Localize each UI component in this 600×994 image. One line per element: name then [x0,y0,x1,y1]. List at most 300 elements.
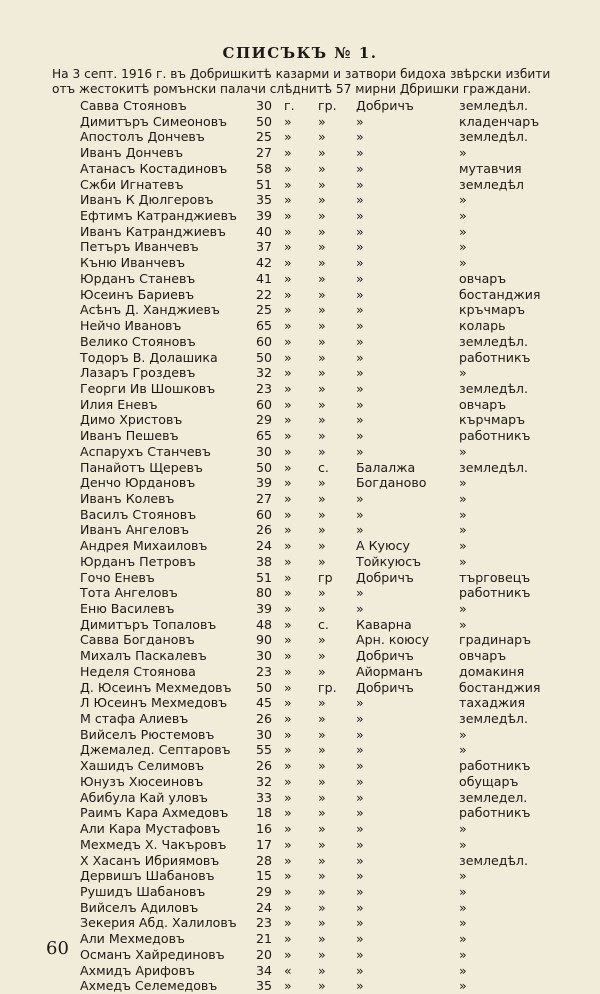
place-type: » [318,208,326,224]
victim-name: Юрданъ Петровъ [80,553,196,569]
list-row [0,601,600,617]
list-row [0,129,600,145]
victim-age: 26 [256,522,273,538]
place-type: » [318,522,326,538]
age-unit: » [284,506,292,522]
victim-name: Михалъ Паскалевъ [80,648,207,664]
list-row [0,98,600,114]
place-type: » [318,255,326,271]
victim-occupation: домакиня [459,663,525,679]
place-name: » [356,176,364,192]
victim-occupation: » [459,962,467,978]
list-row [0,680,600,696]
victim-name: Иванъ Колевъ [80,490,175,506]
victim-age: 60 [256,506,273,522]
place-type: с. [318,616,329,632]
victim-occupation: » [459,443,467,459]
age-unit: » [284,302,292,318]
victim-name: Раимъ Кара Ахмедовъ [80,805,229,821]
victim-occupation: » [459,255,467,271]
victim-occupation: работникъ [459,805,531,821]
place-name: » [356,899,364,915]
page-title: СПИСЪКЪ № 1. [222,44,378,62]
victim-occupation: » [459,223,467,239]
victim-occupation: » [459,946,467,962]
victim-name: Димитъръ Топаловъ [80,616,217,632]
victim-age: 27 [256,145,273,161]
place-type: » [318,789,326,805]
victim-occupation: кръчмаръ [459,302,526,318]
victim-age: 22 [256,286,273,302]
age-unit: » [284,459,292,475]
victim-occupation: » [459,208,467,224]
place-name: » [356,239,364,255]
victim-occupation: » [459,553,467,569]
place-name: » [356,711,364,727]
place-type: » [318,946,326,962]
list-row [0,365,600,381]
age-unit: » [284,852,292,868]
place-type: гр. [318,679,337,695]
list-row [0,145,600,161]
list-row [0,381,600,397]
place-name: » [356,695,364,711]
victim-occupation: земледел. [459,789,528,805]
list-row [0,900,600,916]
list-row [0,570,600,586]
age-unit: » [284,475,292,491]
place-type: » [318,506,326,522]
victim-age: 21 [256,931,273,947]
victim-occupation: овчаръ [459,396,507,412]
list-row [0,302,600,318]
victim-age: 50 [256,349,273,365]
list-row [0,350,600,366]
place-name: » [356,931,364,947]
victim-occupation: » [459,616,467,632]
list-row [0,947,600,963]
victim-name: Хашидъ Селимовъ [80,758,204,774]
place-name: » [356,302,364,318]
place-name: » [356,349,364,365]
place-name: » [356,443,364,459]
list-row [0,664,600,680]
victim-age: 55 [256,742,273,758]
list-row [0,397,600,413]
victim-age: 32 [256,773,273,789]
place-type: » [318,915,326,931]
victim-age: 23 [256,663,273,679]
victim-occupation: » [459,475,467,491]
victim-name: Вийселъ Адиловъ [80,899,199,915]
list-row [0,711,600,727]
age-unit: » [284,160,292,176]
victim-name: Ахмедъ Селемедовъ [80,978,218,994]
victim-name: М стафа Алиевъ [80,711,189,727]
victim-age: 37 [256,239,273,255]
victim-age: 90 [256,632,273,648]
place-type: » [318,883,326,899]
place-type: » [318,490,326,506]
list-row [0,507,600,523]
victim-occupation: » [459,978,467,994]
list-row [0,475,600,491]
victim-age: 30 [256,648,273,664]
list-row [0,287,600,303]
list-row [0,963,600,979]
victim-occupation: земледѣл. [459,129,528,145]
list-row [0,412,600,428]
place-type: » [318,663,326,679]
place-type: » [318,805,326,821]
victim-occupation: » [459,915,467,931]
victim-name: Тота Ангеловъ [80,585,178,601]
victim-occupation: » [459,192,467,208]
victim-name: Х Хасанъ Ибриямовъ [80,852,220,868]
victim-name: Али Кара Мустафовъ [80,821,221,837]
victim-name: Василъ Стояновъ [80,506,197,522]
victim-age: 28 [256,852,273,868]
victim-age: 51 [256,569,273,585]
place-name: Богданово [356,475,427,491]
place-type: » [318,868,326,884]
place-type: » [318,145,326,161]
age-unit: г. [284,98,295,113]
place-name: » [356,758,364,774]
victim-name: Денчо Юрдановъ [80,475,196,491]
victim-name: Савва Богдановъ [80,632,195,648]
victim-occupation: » [459,868,467,884]
page-number: 60 [46,938,69,959]
place-name: А Куюсу [356,538,410,554]
list-row [0,774,600,790]
victim-occupation: земледѣл. [459,459,528,475]
victim-age: 39 [256,475,273,491]
victim-occupation: тахаджия [459,695,526,711]
victim-age: 24 [256,899,273,915]
age-unit: » [284,113,292,129]
age-unit: » [284,773,292,789]
victim-occupation: » [459,506,467,522]
victim-name: Османъ Хайрединовъ [80,946,225,962]
age-unit: » [284,255,292,271]
victim-name: Дервишъ Шабановъ [80,868,215,884]
victim-age: 20 [256,946,273,962]
list-row [0,632,600,648]
victim-occupation: земледѣл. [459,380,528,396]
place-name: » [356,129,364,145]
place-type: » [318,758,326,774]
victim-name: Асѣнъ Д. Ханджиевъ [80,302,220,318]
place-name: » [356,915,364,931]
place-type: » [318,129,326,145]
place-type: » [318,742,326,758]
place-name: » [356,883,364,899]
victim-occupation: земледѣл [459,176,524,192]
place-type: » [318,412,326,428]
victim-age: 58 [256,160,273,176]
age-unit: » [284,742,292,758]
victim-name: Джемалед. Септаровъ [80,742,231,758]
victim-name: Сжби Игнатевъ [80,176,184,192]
list-row [0,538,600,554]
victim-name: Еню Василевъ [80,601,175,616]
place-type: » [318,931,326,947]
victim-name: Тодоръ В. Долашика [80,349,218,365]
victim-age: 15 [256,868,273,884]
victim-occupation: » [459,145,467,161]
victim-age: 51 [256,176,273,192]
list-row [0,727,600,743]
age-unit: » [284,333,292,349]
place-type: » [318,695,326,711]
victim-age: 24 [256,538,273,554]
victim-name: Къню Иванчевъ [80,255,185,271]
victim-occupation: бостанджия [459,679,541,695]
age-unit: » [284,821,292,837]
age-unit: » [284,428,292,444]
victim-occupation: работникъ [459,349,531,365]
age-unit: » [284,538,292,554]
victim-age: 26 [256,758,273,774]
age-unit: » [284,648,292,664]
list-row [0,853,600,869]
victim-name: Гочо Еневъ [80,569,155,585]
victim-age: 23 [256,380,273,396]
victim-occupation: работникъ [459,585,531,601]
list-row [0,239,600,255]
victim-occupation: » [459,601,467,616]
place-name: » [356,522,364,538]
place-name: » [356,601,364,616]
place-name: » [356,113,364,129]
list-row [0,460,600,476]
victim-name: Л Юсеинъ Мехмедовъ [80,695,228,711]
victim-age: 39 [256,208,273,224]
place-type: » [318,632,326,648]
place-name: » [356,978,364,994]
age-unit: » [284,836,292,852]
victim-age: 60 [256,333,273,349]
place-type: » [318,585,326,601]
victim-name: Иванъ К Дюлгеровъ [80,192,214,208]
victim-name: Иванъ Ангеловъ [80,522,189,538]
victim-age: 40 [256,223,273,239]
victim-occupation: търговецъ [459,569,531,585]
victim-age: 26 [256,711,273,727]
list-row [0,915,600,931]
place-name: » [356,286,364,302]
victim-age: 30 [256,726,273,742]
age-unit: » [284,192,292,208]
place-name: » [356,412,364,428]
victim-occupation: земледѣл. [459,711,528,727]
victim-occupation: » [459,239,467,255]
age-unit: » [284,223,292,239]
age-unit: » [284,601,292,616]
place-name: Добричъ [356,648,414,664]
age-unit: » [284,270,292,286]
victim-name: Димо Христовъ [80,412,183,428]
victim-name: Апостолъ Дончевъ [80,129,205,145]
victim-occupation: » [459,836,467,852]
victim-occupation: » [459,883,467,899]
age-unit: » [284,176,292,192]
victim-occupation: земледѣл. [459,333,528,349]
list-row [0,742,600,758]
list-row [0,161,600,177]
victim-name: Юнузъ Хюсеиновъ [80,773,204,789]
age-unit: » [284,679,292,695]
age-unit: » [284,868,292,884]
victim-age: 25 [256,302,273,318]
victim-occupation: овчаръ [459,270,507,286]
victim-name: Велико Стояновъ [80,333,196,349]
place-name: » [356,365,364,381]
list-row [0,428,600,444]
place-type: » [318,538,326,554]
victim-age: 65 [256,318,273,334]
place-name: Каварна [356,616,412,632]
list-row [0,255,600,271]
list-row [0,695,600,711]
age-unit: » [284,978,292,994]
victim-name: Аспарухъ Станчевъ [80,443,211,459]
place-name: » [356,868,364,884]
victim-age: 30 [256,443,273,459]
intro-line-1: На 3 септ. 1916 г. въ Добришкитѣ казарми и затвори бидоха звѣрски избити [52,67,551,81]
place-type: » [318,821,326,837]
victim-age: 80 [256,585,273,601]
victim-name: Атанасъ Костадиновъ [80,160,228,176]
place-type: » [318,962,326,978]
place-name: » [356,836,364,852]
victim-age: 18 [256,805,273,821]
place-type: гр. [318,98,337,113]
place-name: » [356,852,364,868]
victim-age: 48 [256,616,273,632]
victim-age: 42 [256,255,273,271]
victim-occupation: градинаръ [459,632,532,648]
place-name: » [356,223,364,239]
victim-name: Георги Ив Шошковъ [80,380,216,396]
age-unit: » [284,915,292,931]
victim-age: 32 [256,365,273,381]
place-type: » [318,333,326,349]
victim-occupation: земледѣл. [459,852,528,868]
place-type: » [318,601,326,616]
list-row [0,821,600,837]
victim-name: Ефтимъ Катранджиевъ [80,208,237,224]
age-unit: » [284,946,292,962]
victim-name: Зекерия Абд. Халиловъ [80,915,237,931]
place-name: » [356,490,364,506]
place-type: » [318,192,326,208]
victim-age: 45 [256,695,273,711]
victim-age: 65 [256,428,273,444]
victim-name: Иванъ Пешевъ [80,428,179,444]
age-unit: » [284,365,292,381]
list-row [0,931,600,947]
place-name: » [356,805,364,821]
place-name: » [356,962,364,978]
place-name: Айорманъ [356,663,423,679]
place-type: » [318,475,326,491]
victim-age: 38 [256,553,273,569]
age-unit: » [284,286,292,302]
place-name: » [356,821,364,837]
place-type: » [318,318,326,334]
victim-occupation: земледѣл. [459,98,528,113]
place-name: » [356,396,364,412]
place-name: Тойкуюсъ [356,553,422,569]
victim-occupation: работникъ [459,758,531,774]
age-unit: » [284,145,292,161]
age-unit: » [284,899,292,915]
victim-name: Иванъ Дончевъ [80,145,183,161]
list-row [0,648,600,664]
victim-occupation: мутавчия [459,160,522,176]
age-unit: » [284,585,292,601]
victim-age: 50 [256,459,273,475]
place-type: » [318,836,326,852]
place-type: » [318,286,326,302]
place-name: » [356,585,364,601]
list-row [0,271,600,287]
age-unit: » [284,931,292,947]
place-name: » [356,333,364,349]
victim-name: Юсеинъ Бариевъ [80,286,195,302]
victim-occupation: » [459,490,467,506]
list-row [0,444,600,460]
place-name: Балалжа [356,459,416,475]
place-type: » [318,852,326,868]
victim-name: Иванъ Катранджиевъ [80,223,226,239]
place-type: » [318,349,326,365]
victim-age: 25 [256,129,273,145]
victim-name: Неделя Стоянова [80,663,196,679]
list-row [0,837,600,853]
place-name: » [356,773,364,789]
place-name: » [356,380,364,396]
place-name: Добричъ [356,98,414,113]
victim-name: Димитъръ Симеоновъ [80,113,228,129]
victim-occupation: кладенчаръ [459,113,540,129]
victim-name: Мехмедъ Х. Чакъровъ [80,836,227,852]
age-unit: » [284,616,292,632]
victim-age: 50 [256,113,273,129]
victim-age: 16 [256,821,273,837]
place-name: » [356,145,364,161]
victim-age: 60 [256,396,273,412]
age-unit: » [284,883,292,899]
victim-name: Панайотъ Щеревъ [80,459,203,475]
place-type: » [318,239,326,255]
place-name: » [356,208,364,224]
victim-age: 23 [256,915,273,931]
victim-name: Юрданъ Станевъ [80,270,196,286]
age-unit: » [284,443,292,459]
victim-name: Нейчо Ивановъ [80,318,182,334]
age-unit: » [284,208,292,224]
place-name: » [356,742,364,758]
list-row [0,224,600,240]
victim-age: 17 [256,836,273,852]
age-unit: » [284,412,292,428]
place-name: » [356,318,364,334]
age-unit: » [284,789,292,805]
place-name: » [356,946,364,962]
